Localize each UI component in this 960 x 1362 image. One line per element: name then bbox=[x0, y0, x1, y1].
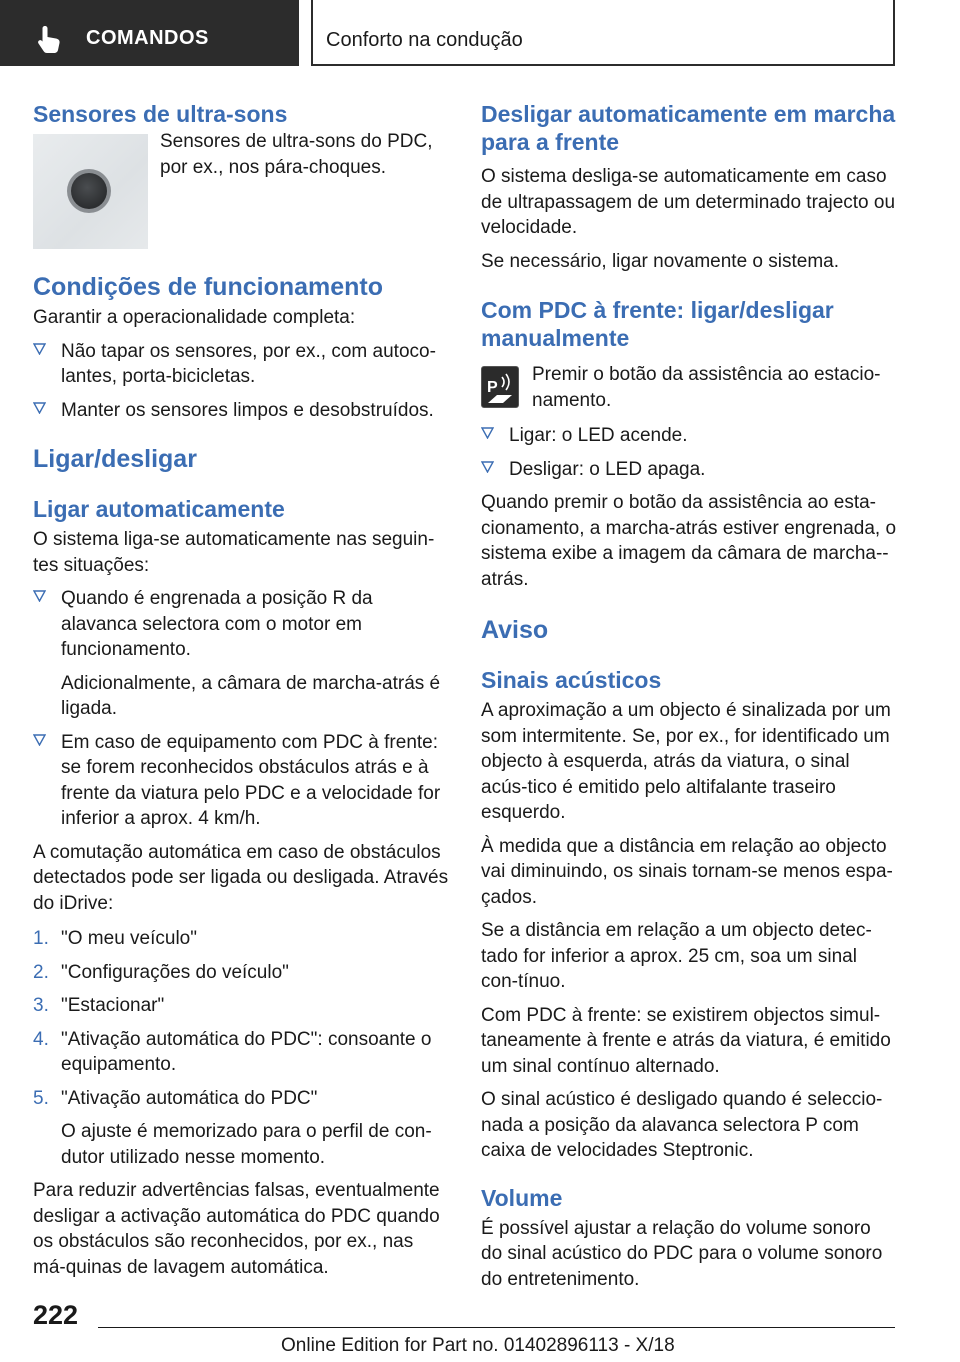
triangle-bullet-icon bbox=[33, 402, 46, 414]
auto-intro: O sistema liga-se automaticamente nas seguin‐tes situações: bbox=[33, 529, 435, 576]
manual-list bbox=[481, 423, 897, 482]
heading-warning: Aviso bbox=[481, 616, 549, 644]
step-number: 1. bbox=[33, 928, 49, 949]
auto-on-list bbox=[33, 586, 449, 832]
chapter-label: COMANDOS bbox=[86, 27, 209, 49]
button-text: Premir o botão da assistência ao estacio‐namento. bbox=[532, 364, 881, 411]
sensor-caption-line-1: Sensores de ultra-sons do PDC, bbox=[160, 131, 433, 152]
step-text: "O meu veículo" bbox=[61, 928, 197, 949]
footer-rule bbox=[98, 1327, 895, 1328]
list-item-text: Não tapar os sensores, por ex., com autoco‐lantes, porta-bicicletas. bbox=[61, 340, 436, 387]
step-number: 2. bbox=[33, 961, 49, 983]
step-number: 5. bbox=[33, 1087, 49, 1109]
reverse-text: Quando premir o botão da assistência ao esta‐cionamento, a marcha-atrás estiver engrenada, o sistema exibe a imagem da câmara de marcha-‐atrás. bbox=[481, 492, 897, 590]
left-column bbox=[33, 100, 449, 1280]
edition-text: Online Edition for Part no. 01402896113 - X/18 bbox=[281, 1335, 675, 1356]
list-item-text: Desligar: o LED apaga. bbox=[509, 458, 706, 480]
list-item bbox=[481, 423, 897, 449]
heading-auto-on: Ligar automaticamente bbox=[33, 496, 285, 522]
heading-onoff: Ligar/desligar bbox=[33, 445, 197, 473]
heading-sensors: Sensores de ultra-sons bbox=[33, 101, 288, 127]
heading-manual: Com PDC à frente: ligar/desligar manualmente bbox=[481, 297, 834, 351]
conditions-list bbox=[33, 339, 449, 424]
step-item bbox=[33, 1027, 449, 1078]
triangle-bullet-icon bbox=[33, 343, 46, 355]
step-extra: O ajuste é memorizado para o perfil de con‐dutor utilizado nesse momento. bbox=[61, 1121, 432, 1168]
list-item bbox=[33, 398, 449, 424]
heading-volume: Volume bbox=[481, 1184, 563, 1211]
signals-p1: A aproximação a um objecto é sinalizada por um som intermitente. Se, por ex., for identificado um objecto à esquerda, atrás da viatura, o sinal acús‐tico é emitido pelo altifalante traseiro esquerdo. bbox=[481, 700, 891, 823]
idrive-steps bbox=[33, 926, 449, 1170]
triangle-bullet-icon bbox=[481, 461, 494, 473]
step-text: "Ativação automática do PDC" bbox=[61, 1087, 318, 1109]
list-item bbox=[33, 339, 449, 390]
triangle-bullet-icon bbox=[33, 590, 46, 602]
parking-sensor-symbol-icon bbox=[482, 367, 518, 407]
auto-off-text: O sistema desliga-se automaticamente em caso de ultrapassagem de um determinado trajecto ou velocidade. bbox=[481, 166, 896, 238]
heading-conditions: Condições de funcionamento bbox=[33, 273, 384, 301]
triangle-bullet-icon bbox=[481, 427, 494, 439]
parking-assist-button-icon bbox=[481, 366, 519, 408]
chapter-tab bbox=[0, 0, 299, 66]
step-item bbox=[33, 1086, 449, 1171]
heading-auto-off: Desligar automaticamente em marcha para a frente bbox=[481, 101, 896, 155]
step-text: "Configurações do veículo" bbox=[61, 961, 289, 983]
sensor-figure bbox=[33, 131, 449, 249]
list-item bbox=[481, 457, 897, 483]
svg-text:P: P bbox=[487, 379, 498, 396]
list-item-text: Quando é engrenada a posição R da alavanca selectora com o motor em funcionamento. bbox=[61, 588, 373, 660]
right-column bbox=[481, 100, 897, 1292]
sensor-core bbox=[71, 173, 107, 209]
volume-text: É possível ajustar a relação do volume sonoro do sinal acústico do PDC para o volume sonoro do entretenimento. bbox=[481, 1217, 883, 1290]
signals-p2: À medida que a distância em relação ao objecto vai diminuindo, os sinais tornam-se menos espa‐çados. bbox=[481, 835, 893, 908]
step-text: "Estacionar" bbox=[61, 995, 165, 1016]
heading-signals: Sinais acústicos bbox=[481, 667, 662, 693]
section-title: Conforto na condução bbox=[326, 29, 523, 51]
list-item bbox=[33, 730, 449, 832]
step-item bbox=[33, 993, 449, 1019]
list-item-extra: Adicionalmente, a câmara de marcha-atrás é ligada. bbox=[61, 672, 441, 719]
list-item-text: Ligar: o LED acende. bbox=[509, 425, 688, 446]
list-item-text: Em caso de equipamento com PDC à frente: se forem reconhecidos obstáculos atrás e à frente da viatura pelo PDC e a velocidade for inferior a aprox. 4 km/h. bbox=[61, 731, 441, 829]
signals-p5: O sinal acústico é desligado quando é seleccio‐nada a posição da alavanca selectora P com caixa de velocidades Steptronic. bbox=[481, 1089, 883, 1161]
signals-p3: Se a distância em relação a um objecto detec‐tado for inferior a aprox. 25 cm, soa um sinal con‐tínuo. bbox=[481, 920, 872, 992]
conditions-intro: Garantir a operacionalidade completa: bbox=[33, 307, 356, 328]
parking-button-row bbox=[481, 362, 897, 413]
switch-text: A comutação automática em caso de obstáculos detectados pode ser ligada ou desligada. Através do iDrive: bbox=[33, 841, 449, 914]
sensor-caption bbox=[160, 129, 432, 249]
signals-p4: Com PDC à frente: se existirem objectos simul‐taneamente à frente e atrás da viatura, é emitido um sinal contínuo alternado. bbox=[481, 1004, 891, 1077]
list-item bbox=[33, 586, 449, 722]
page-number: 222 bbox=[33, 1300, 79, 1330]
reduce-text: Para reduzir advertências falsas, eventualmente desligar a activação automática do PDC quando os obstáculos são reconhecidos, por ex., nas má‐quinas de lavagem automática. bbox=[33, 1180, 440, 1278]
sensor-caption-line-2: por ex., nos pára-choques. bbox=[160, 156, 387, 178]
step-number: 4. bbox=[33, 1028, 49, 1050]
triangle-bullet-icon bbox=[33, 734, 46, 746]
auto-off-text-2: Se necessário, ligar novamente o sistema. bbox=[481, 250, 840, 272]
ultrasonic-sensor-image bbox=[33, 134, 148, 249]
step-text: "Ativação automática do PDC": consoante o equipamento. bbox=[61, 1028, 432, 1075]
list-item-text: Manter os sensores limpos e desobstruídos. bbox=[61, 399, 434, 421]
step-item bbox=[33, 926, 449, 952]
step-number: 3. bbox=[33, 995, 49, 1016]
step-item bbox=[33, 960, 449, 986]
hand-pointer-icon bbox=[36, 24, 62, 54]
